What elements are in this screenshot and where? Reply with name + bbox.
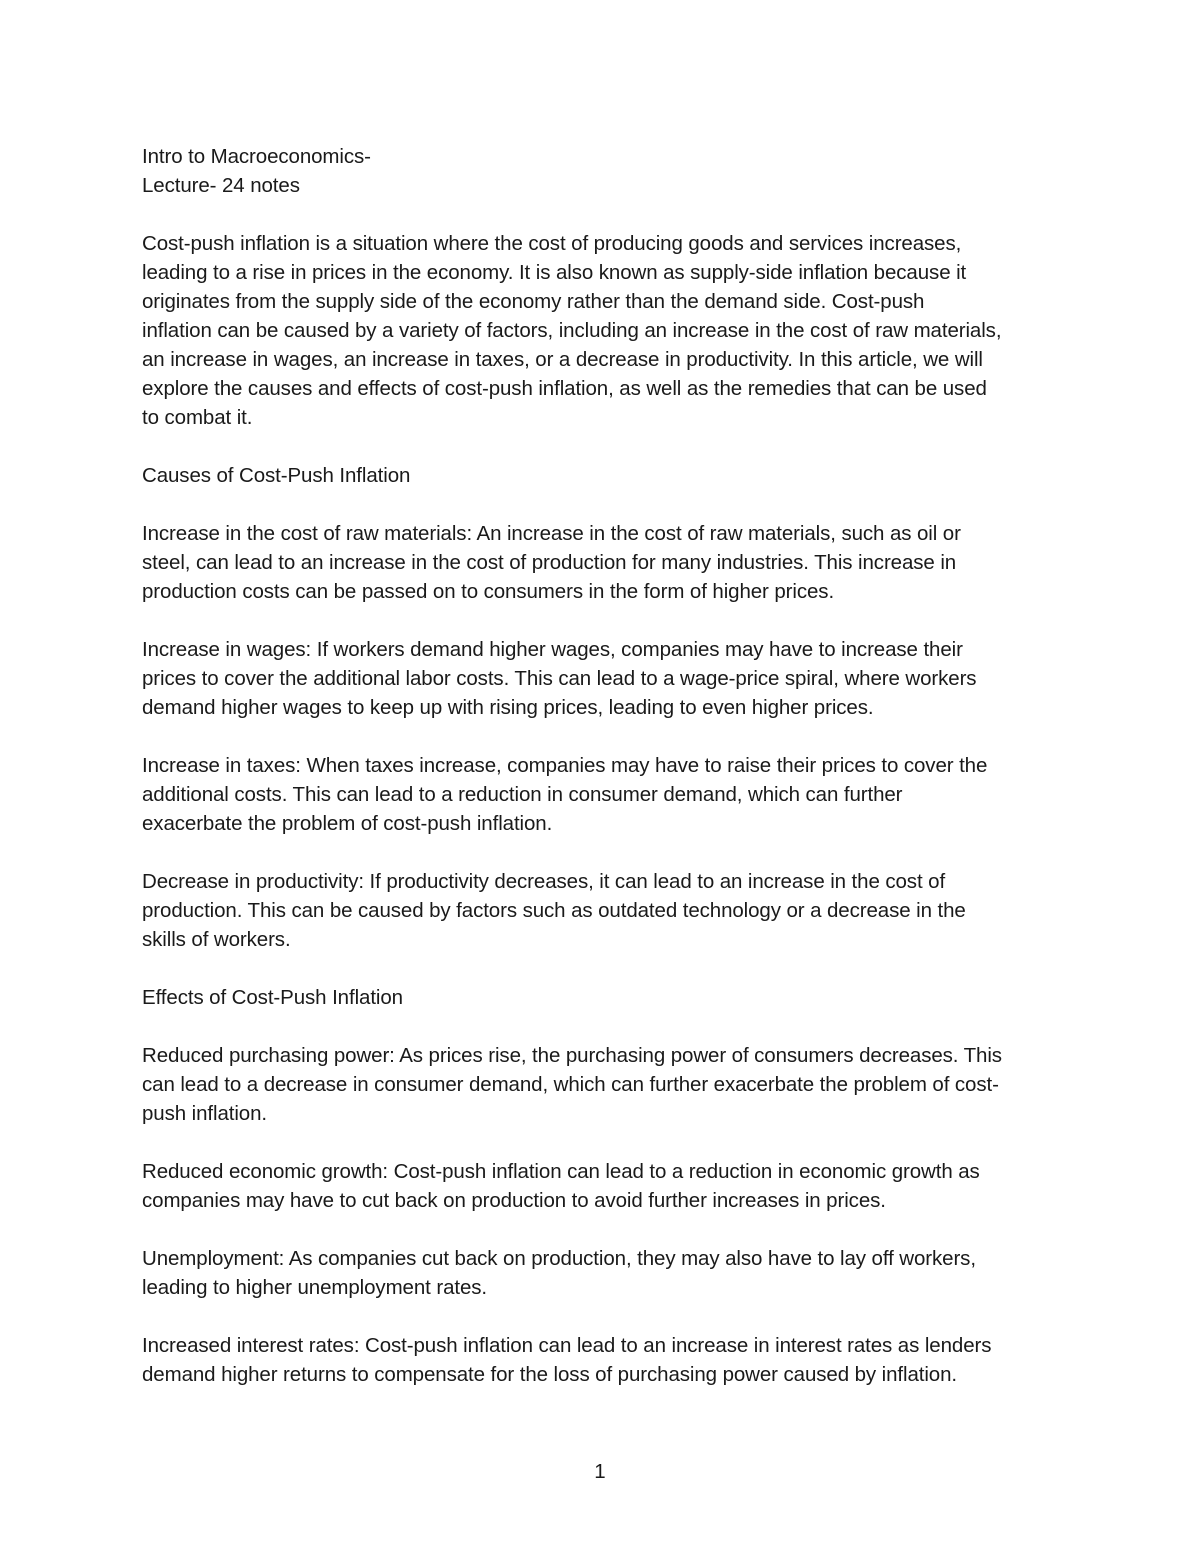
- paragraph-line: skills of workers.: [142, 928, 291, 951]
- paragraph-line: prices to cover the additional labor costs. This can lead to a wage-price spiral, where workers: [142, 667, 977, 690]
- intro-line: originates from the supply side of the economy rather than the demand side. Cost-push: [142, 290, 925, 313]
- spacer: [142, 432, 1072, 461]
- intro-line: explore the causes and effects of cost-push inflation, as well as the remedies that can be used: [142, 377, 987, 400]
- spacer: [142, 490, 1072, 519]
- cause-paragraph-productivity: [142, 867, 1072, 954]
- document-title: Intro to Macroeconomics-: [142, 145, 371, 168]
- paragraph-line: exacerbate the problem of cost-push inflation.: [142, 812, 553, 835]
- intro-line: an increase in wages, an increase in taxes, or a decrease in productivity. In this article, we will: [142, 348, 983, 371]
- paragraph-line: Unemployment: As companies cut back on production, they may also have to lay off workers,: [142, 1247, 976, 1270]
- intro-line: to combat it.: [142, 406, 253, 429]
- cause-paragraph-wages: [142, 635, 1072, 722]
- effect-paragraph-economic-growth: [142, 1157, 1072, 1215]
- paragraph-line: Decrease in productivity: If productivity decreases, it can lead to an increase in the cost of: [142, 870, 946, 893]
- paragraph-line: companies may have to cut back on production to avoid further increases in prices.: [142, 1189, 886, 1212]
- cause-paragraph-taxes: [142, 751, 1072, 838]
- spacer: [142, 1215, 1072, 1244]
- paragraph-line: Increased interest rates: Cost-push inflation can lead to an increase in interest rates as lenders: [142, 1334, 992, 1357]
- paragraph-line: Increase in taxes: When taxes increase, companies may have to raise their prices to cover the: [142, 754, 988, 777]
- spacer: [142, 838, 1072, 867]
- effects-heading: Effects of Cost-Push Inflation: [142, 986, 403, 1009]
- document-subtitle: Lecture- 24 notes: [142, 174, 300, 197]
- paragraph-line: production costs can be passed on to consumers in the form of higher prices.: [142, 580, 835, 603]
- cause-paragraph-raw-materials: [142, 519, 1072, 606]
- spacer: [142, 1128, 1072, 1157]
- paragraph-line: Reduced purchasing power: As prices rise, the purchasing power of consumers decreases. This: [142, 1044, 1002, 1067]
- spacer: [142, 1012, 1072, 1041]
- spacer: [142, 1302, 1072, 1331]
- intro-line: inflation can be caused by a variety of factors, including an increase in the cost of raw materials,: [142, 319, 1002, 342]
- page-number: 1: [594, 1460, 606, 1483]
- spacer: [142, 200, 1072, 229]
- paragraph-line: demand higher wages to keep up with rising prices, leading to even higher prices.: [142, 696, 874, 719]
- paragraph-line: demand higher returns to compensate for the loss of purchasing power caused by inflation.: [142, 1363, 957, 1386]
- paragraph-line: steel, can lead to an increase in the cost of production for many industries. This increase in: [142, 551, 957, 574]
- effect-paragraph-unemployment: [142, 1244, 1072, 1302]
- paragraph-line: Increase in wages: If workers demand higher wages, companies may have to increase their: [142, 638, 963, 661]
- spacer: [142, 954, 1072, 983]
- paragraph-line: Reduced economic growth: Cost-push inflation can lead to a reduction in economic growth as: [142, 1160, 980, 1183]
- paragraph-line: additional costs. This can lead to a reduction in consumer demand, which can further: [142, 783, 903, 806]
- spacer: [142, 722, 1072, 751]
- effect-paragraph-interest-rates: [142, 1331, 1072, 1389]
- paragraph-line: Increase in the cost of raw materials: An increase in the cost of raw materials, such as oil or: [142, 522, 961, 545]
- intro-paragraph: [142, 229, 1072, 432]
- spacer: [142, 606, 1072, 635]
- paragraph-line: can lead to a decrease in consumer demand, which can further exacerbate the problem of cost-: [142, 1073, 999, 1096]
- intro-line: Cost-push inflation is a situation where the cost of producing goods and services increases,: [142, 232, 962, 255]
- causes-heading: Causes of Cost-Push Inflation: [142, 464, 411, 487]
- paragraph-line: push inflation.: [142, 1102, 268, 1125]
- paragraph-line: production. This can be caused by factors such as outdated technology or a decrease in the: [142, 899, 966, 922]
- paragraph-line: leading to higher unemployment rates.: [142, 1276, 488, 1299]
- document-body: [142, 142, 1072, 1389]
- effect-paragraph-purchasing-power: [142, 1041, 1072, 1128]
- intro-line: leading to a rise in prices in the economy. It is also known as supply-side inflation because it: [142, 261, 967, 284]
